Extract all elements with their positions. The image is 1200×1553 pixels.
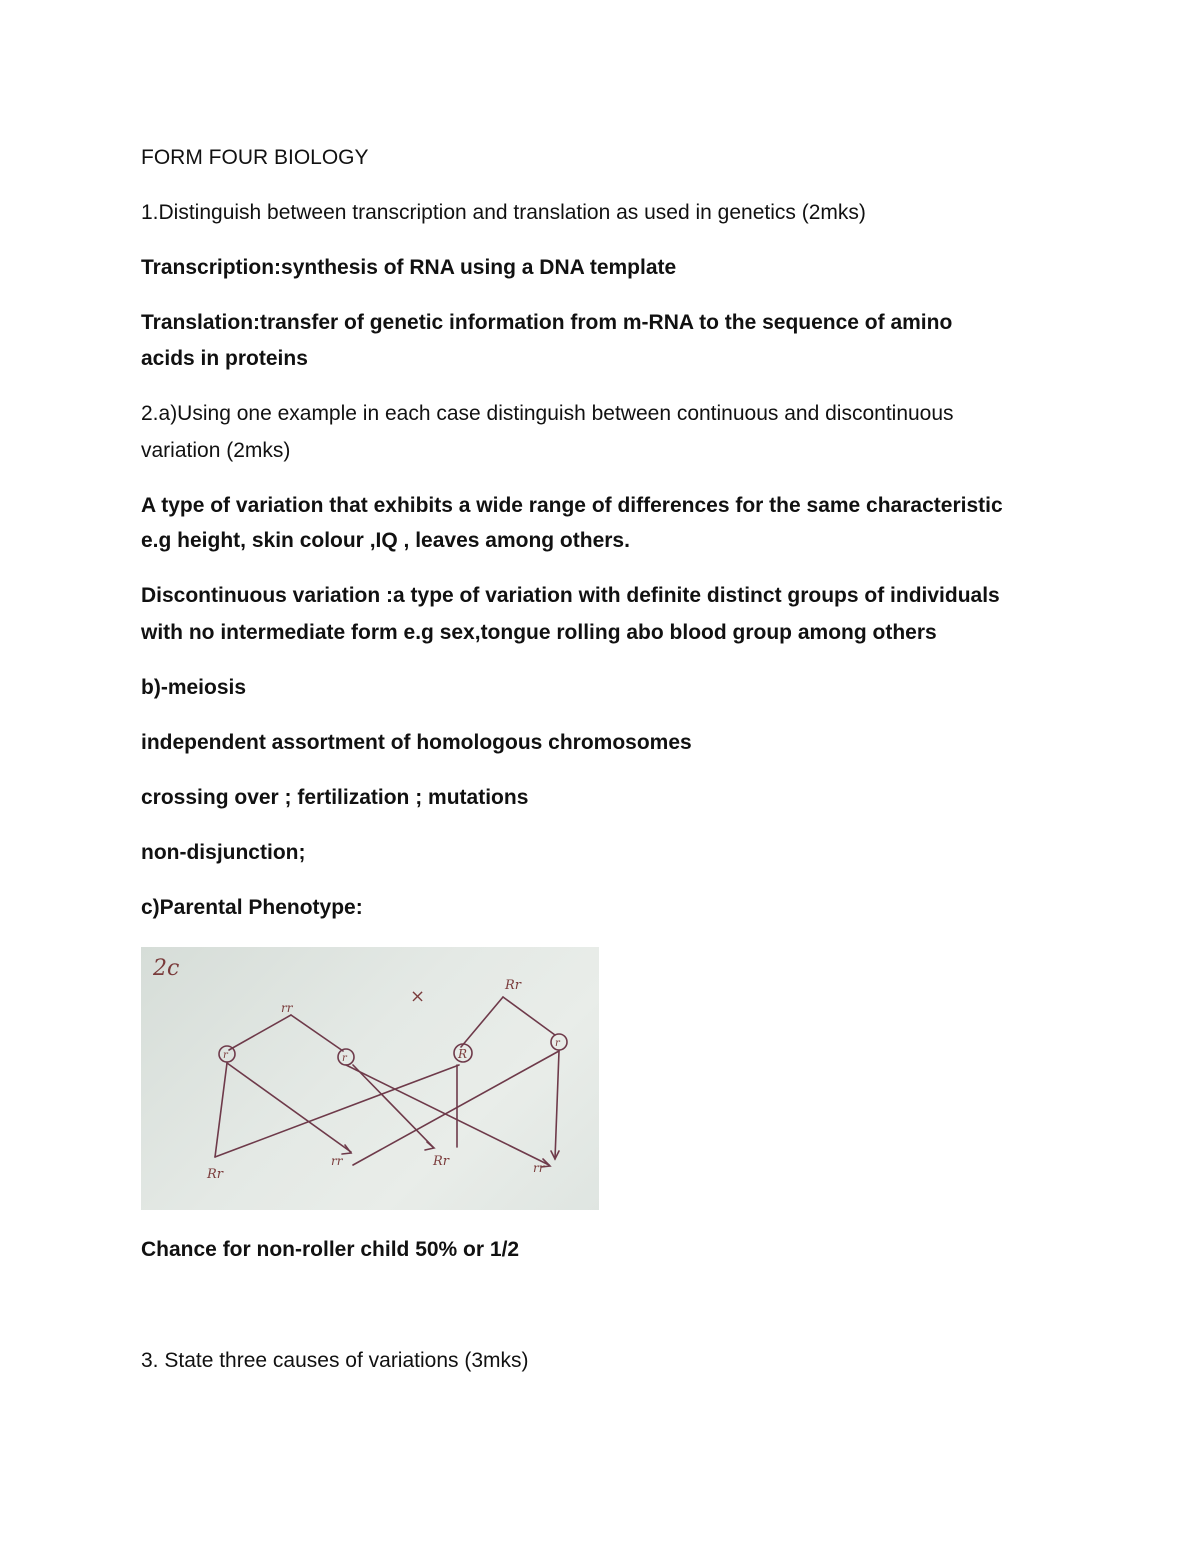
gamete-3: R xyxy=(458,1047,468,1061)
offspring-3: Rr xyxy=(433,1154,450,1169)
answer-b-item-2: crossing over ; fertilization ; mutations xyxy=(141,786,529,809)
discontinuous-variation-line2: with no intermediate form e.g sex,tongue rolling abo blood group among others xyxy=(141,621,937,644)
gamete-1: r xyxy=(223,1050,228,1061)
genetic-cross-diagram xyxy=(141,947,599,1210)
question-2a-line2: variation (2mks) xyxy=(141,439,291,462)
answer-b-item-1: independent assortment of homologous chromosomes xyxy=(141,731,692,754)
gamete-2: r xyxy=(342,1053,347,1064)
gamete-4: r xyxy=(555,1038,560,1049)
answer-translation-line2: acids in proteins xyxy=(141,347,308,370)
answer-b-heading: b)-meiosis xyxy=(141,676,247,699)
continuous-variation-line1: A type of variation that exhibits a wide range of differences for the same characteristic xyxy=(141,494,1003,517)
continuous-variation-line2: e.g height, skin colour ,IQ , leaves among others. xyxy=(141,529,630,552)
discontinuous-variation-line1: Discontinuous variation :a type of variation with definite distinct groups of individuals xyxy=(141,584,1000,607)
parent-2-genotype: Rr xyxy=(505,978,522,993)
question-3: 3. State three causes of variations (3mks) xyxy=(141,1349,529,1372)
diagram-label: 2c xyxy=(153,956,180,981)
question-1: 1.Distinguish between transcription and translation as used in genetics (2mks) xyxy=(141,201,866,224)
offspring-1: Rr xyxy=(207,1167,224,1182)
genetic-cross-photo xyxy=(141,947,599,1210)
answer-b-item-3: non-disjunction; xyxy=(141,841,306,864)
offspring-2: rr xyxy=(331,1154,343,1168)
answer-translation-line1: Translation:transfer of genetic information from m-RNA to the sequence of amino xyxy=(141,311,953,334)
page-title: FORM FOUR BIOLOGY xyxy=(141,146,369,169)
cross-symbol: × xyxy=(410,986,426,1007)
parent-1-genotype: rr xyxy=(281,1001,293,1015)
offspring-4: rr xyxy=(533,1161,545,1175)
chance-non-roller: Chance for non-roller child 50% or 1/2 xyxy=(141,1238,520,1261)
answer-c-heading: c)Parental Phenotype: xyxy=(141,896,363,919)
question-2a-line1: 2.a)Using one example in each case distinguish between continuous and discontinuous xyxy=(141,402,954,425)
answer-transcription: Transcription:synthesis of RNA using a DNA template xyxy=(141,256,677,279)
